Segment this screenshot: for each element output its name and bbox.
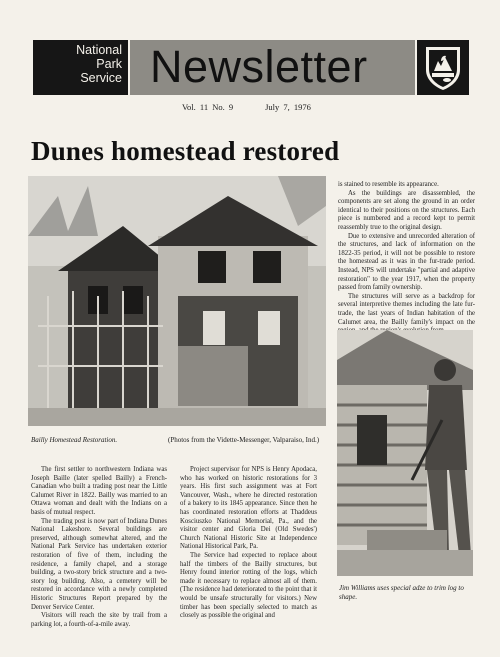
agency-line-1: National: [76, 43, 122, 57]
col1-paragraph-1: The first settler to northwestern Indiana was Joseph Baille (later spelled Bailly) a French-Canadian who built a trading post near the Little Calumet River in 1822. Bailly was married to an Ottawa woman and dealt with the Indians on a basis of mutual respect.: [31, 466, 167, 516]
col1-paragraph-3: Visitors will reach the site by trail from a parking lot, a fourth-of-a-mile away.: [31, 612, 167, 628]
col1-paragraph-2: The trading post is now part of Indiana Dunes National Lakeshore. Several buildings are preserved, although somewhat altered, and the National Park Service has undertaken exterior restoration of five of them, including the residence, a family chapel, and a storage building, a two-story brick structure and a two-story log building. Also, a cemetery will be restored in accordance with a newly completed Historic Structures Report prepared by the Denver Service Center.: [31, 517, 167, 611]
homestead-photo-caption: Bailly Homestead Restoration.: [31, 436, 118, 444]
col2-paragraph-1: Project supervisor for NPS is Henry Apodaca, who has worked on historic restorations for 3 years. His first such assignment was at Fort Vancouver, Wash., where he directed restoration of a bakery to its 1845 appearance. Since then he has coordinated restoration efforts at Thaddeus Kosciuszko National Memorial, Pa., and the visitor center and Gloria Dei (Old Swedes') Church National Historic Site at Independence National Historical Park, Pa.: [180, 466, 317, 551]
worker-photo: [337, 330, 473, 576]
article-column-1: [31, 466, 167, 629]
issue-volume: Vol. 11 No. 9: [182, 102, 234, 112]
col3-paragraph-1: is stained to resemble its appearance.: [338, 181, 439, 188]
article-headline: Dunes homestead restored: [31, 136, 340, 166]
col3-paragraph-2: As the buildings are disassembled, the components are set along the ground in an order identical to their positions on the structures. Each piece is numbered and a record kept to permit reassembly true to the original design.: [338, 189, 475, 231]
agency-line-3: Service: [80, 71, 122, 85]
col3-paragraph-3: Due to extensive and unrecorded alteration of the structures, and lack of information on the 1822-35 period, it will not be possible to restore the homestead as it was in the fur-trade period. Instead, NPS will undertake "partial and adaptive restoration" to the year 1917, when the property passed from family ownership.: [338, 232, 475, 292]
issue-line: [182, 102, 311, 112]
issue-date: July 7, 1976: [265, 102, 311, 112]
arrowhead-emblem-icon: [417, 40, 469, 95]
photo-credit: (Photos from the Vidette-Messenger, Valparaiso, Ind.): [168, 436, 320, 444]
homestead-photo: [28, 176, 326, 426]
article-column-2: [180, 466, 317, 621]
agency-name-block: [33, 40, 128, 95]
col3-paragraph-4: The structures will serve as a backdrop for several interpretive themes including the late fur-trade, the last years of Indian habitation of the Calumet area, the Bailly family's impact on the: [338, 292, 475, 326]
agency-line-2: Park: [96, 57, 122, 71]
col2-paragraph-2: The Service had expected to replace about half the timbers of the Bailly structures, but Henry found interior rotting of the logs, which made it necessary to replace almost all of them. (The residence had deteriorated to the point that it would be unsafe structurally for visitors.) New timber has been specially selected to match as closely as possible the original and: [180, 551, 317, 620]
article-column-3: [338, 181, 475, 336]
newsletter-title: Newsletter: [150, 41, 368, 92]
worker-photo-caption: Jim Williams uses special adze to trim log to shape.: [339, 584, 464, 601]
